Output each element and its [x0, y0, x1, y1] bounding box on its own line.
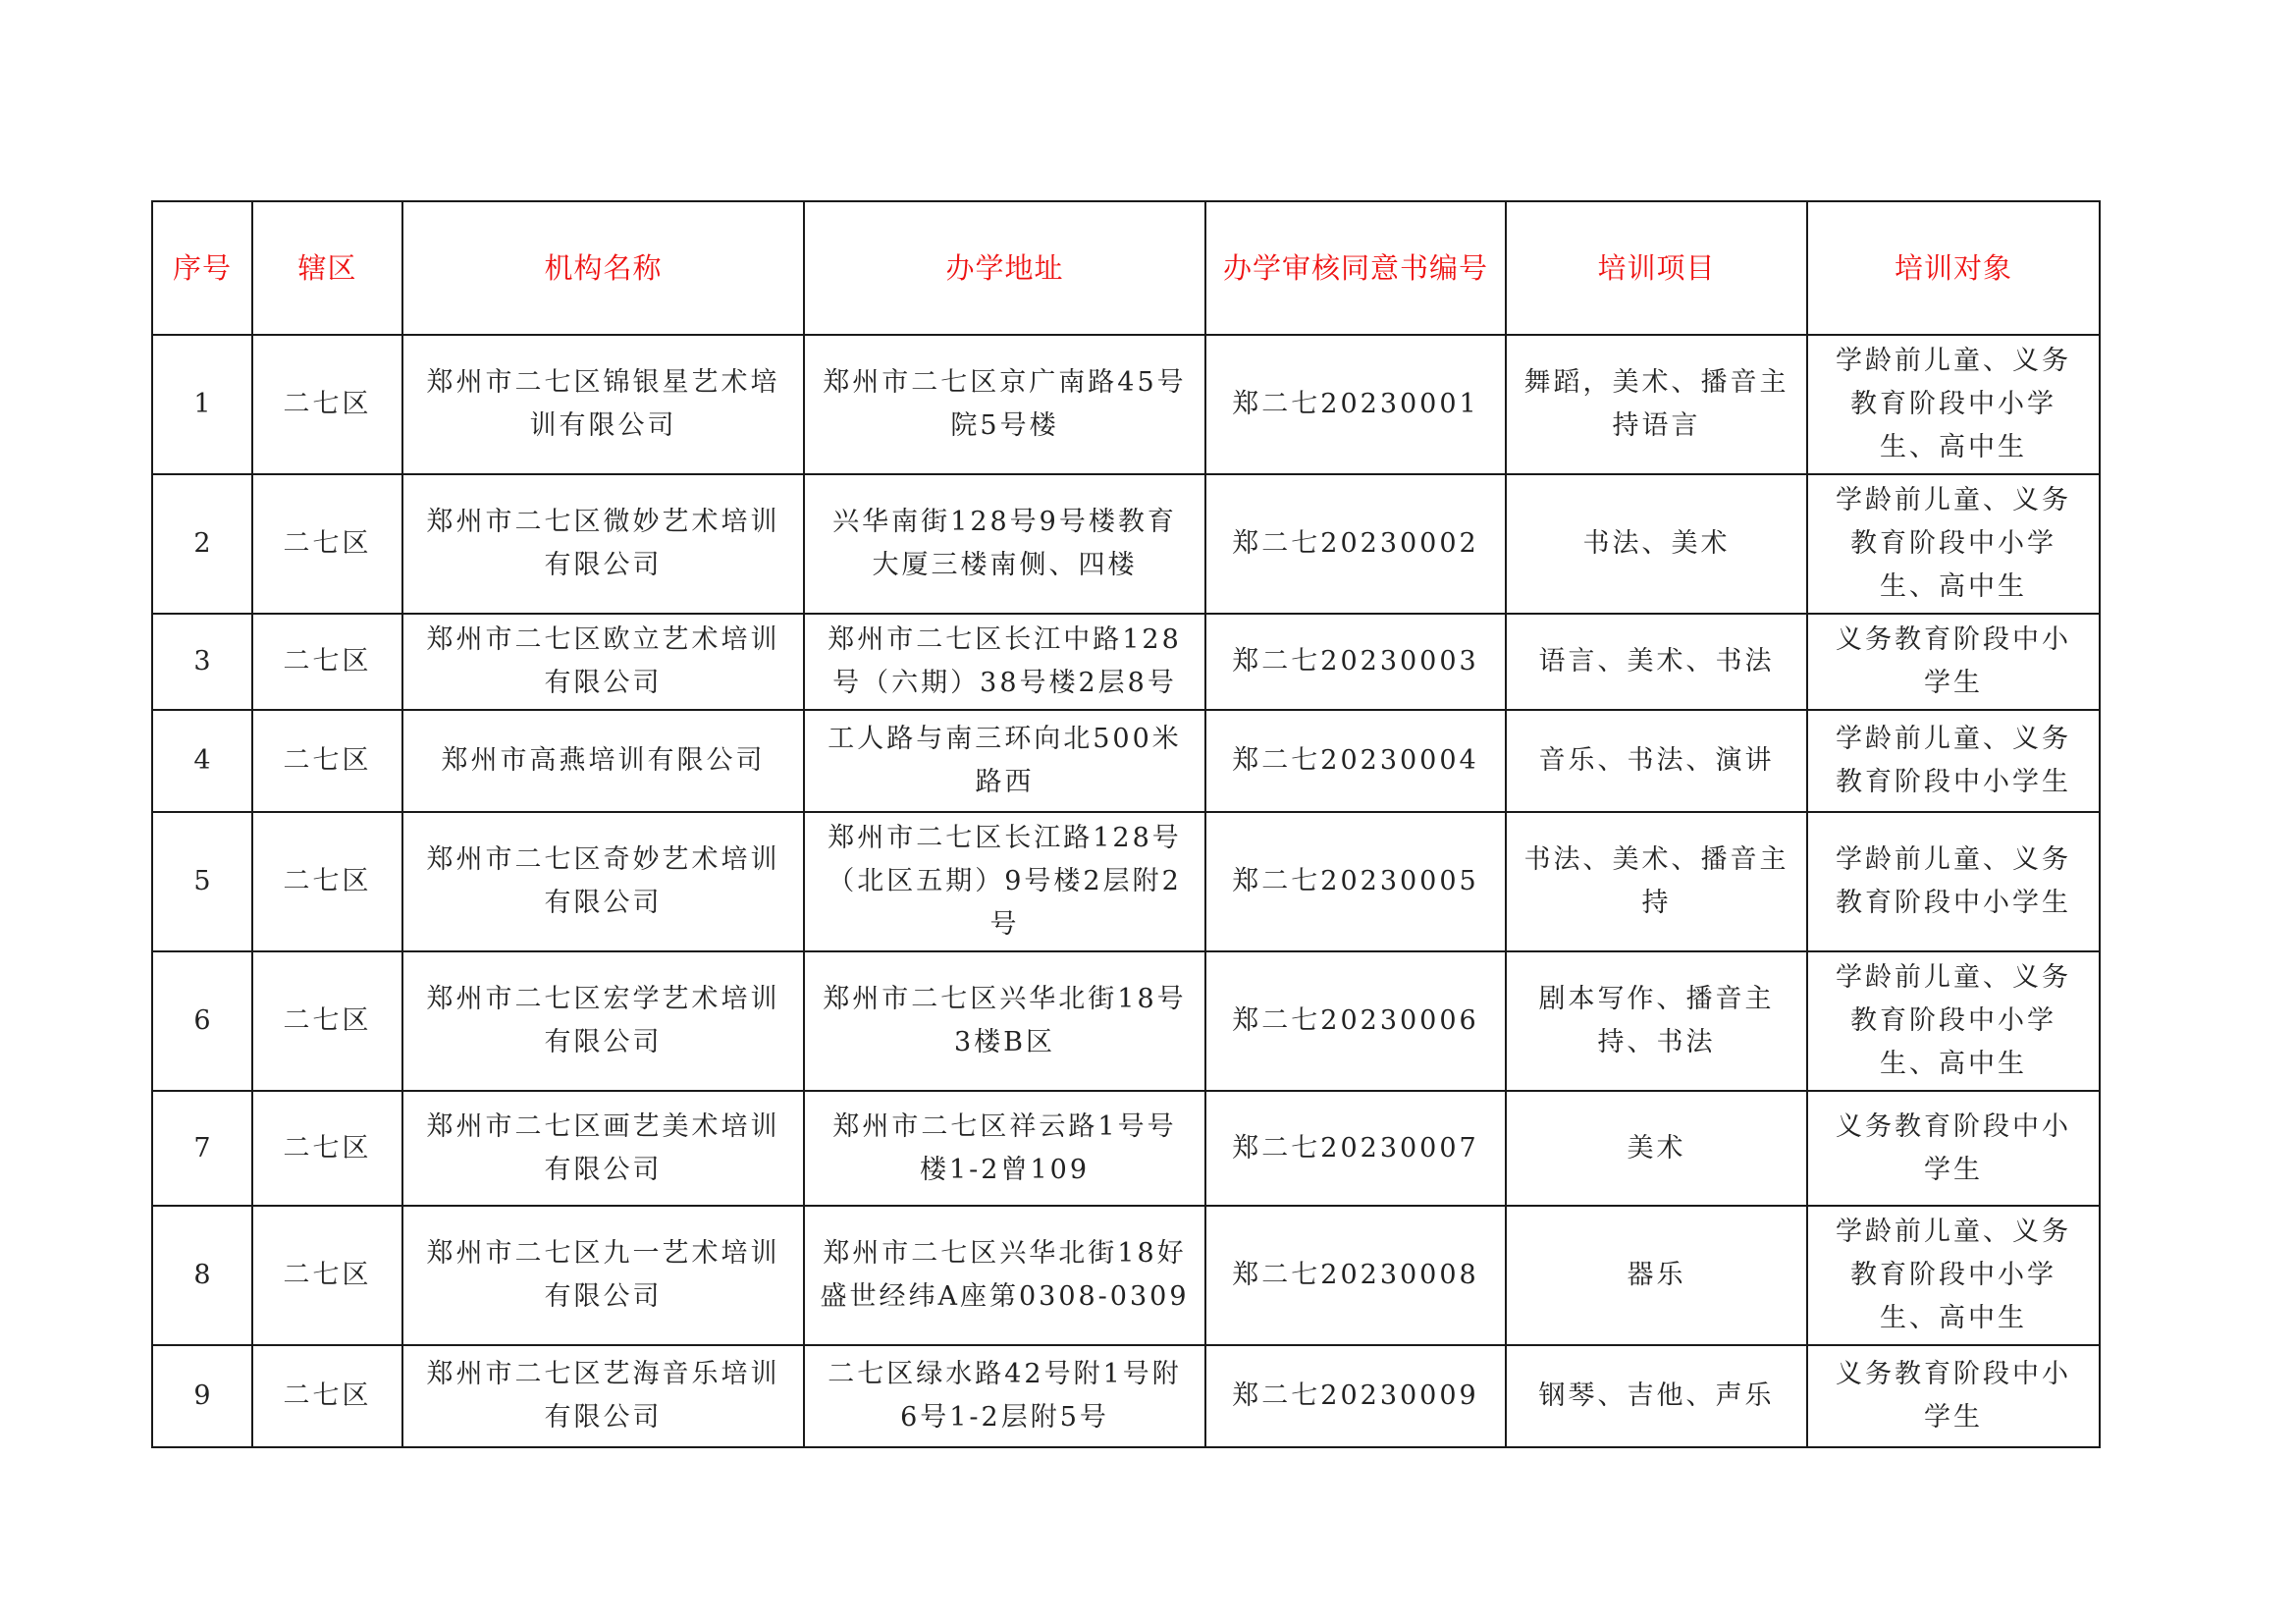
- cell-training-targets: 义务教育阶段中小学生: [1807, 614, 2100, 710]
- cell-index: 7: [152, 1091, 252, 1206]
- header-approval-number: 办学审核同意书编号: [1205, 201, 1506, 335]
- cell-district: 二七区: [252, 812, 402, 951]
- cell-district: 二七区: [252, 1345, 402, 1447]
- cell-training-items: 书法、美术、播音主持: [1506, 812, 1807, 951]
- cell-training-targets: 义务教育阶段中小学生: [1807, 1091, 2100, 1206]
- cell-institution-name: 郑州市二七区九一艺术培训有限公司: [402, 1206, 804, 1345]
- table-row: [152, 710, 2100, 812]
- header-address: 办学地址: [804, 201, 1205, 335]
- cell-training-targets: 义务教育阶段中小学生: [1807, 1345, 2100, 1447]
- cell-institution-name: 郑州市二七区欧立艺术培训有限公司: [402, 614, 804, 710]
- cell-approval-number: 郑二七20230004: [1205, 710, 1506, 812]
- cell-district: 二七区: [252, 1206, 402, 1345]
- cell-address: 郑州市二七区兴华北街18好盛世经纬A座第0308-0309: [804, 1206, 1205, 1345]
- training-institution-table: [151, 200, 2101, 1448]
- cell-institution-name: 郑州市二七区奇妙艺术培训有限公司: [402, 812, 804, 951]
- cell-training-targets: 学龄前儿童、义务教育阶段中小学生、高中生: [1807, 1206, 2100, 1345]
- cell-training-items: 美术: [1506, 1091, 1807, 1206]
- cell-approval-number: 郑二七20230007: [1205, 1091, 1506, 1206]
- cell-index: 1: [152, 335, 252, 474]
- cell-approval-number: 郑二七20230009: [1205, 1345, 1506, 1447]
- cell-institution-name: 郑州市二七区微妙艺术培训有限公司: [402, 474, 804, 614]
- cell-address: 郑州市二七区祥云路1号号楼1-2曾109: [804, 1091, 1205, 1206]
- cell-approval-number: 郑二七20230006: [1205, 951, 1506, 1091]
- cell-training-targets: 学龄前儿童、义务教育阶段中小学生、高中生: [1807, 474, 2100, 614]
- cell-institution-name: 郑州市二七区锦银星艺术培训有限公司: [402, 335, 804, 474]
- cell-training-items: 舞蹈，美术、播音主持语言: [1506, 335, 1807, 474]
- cell-index: 4: [152, 710, 252, 812]
- cell-training-targets: 学龄前儿童、义务教育阶段中小学生、高中生: [1807, 335, 2100, 474]
- table-row: [152, 474, 2100, 614]
- cell-institution-name: 郑州市高燕培训有限公司: [402, 710, 804, 812]
- cell-address: 郑州市二七区长江中路128号（六期）38号楼2层8号: [804, 614, 1205, 710]
- cell-address: 工人路与南三环向北500米路西: [804, 710, 1205, 812]
- header-district: 辖区: [252, 201, 402, 335]
- header-index: 序号: [152, 201, 252, 335]
- cell-approval-number: 郑二七20230008: [1205, 1206, 1506, 1345]
- table-body: [152, 335, 2100, 1447]
- table-row: [152, 951, 2100, 1091]
- cell-training-items: 音乐、书法、演讲: [1506, 710, 1807, 812]
- cell-training-items: 书法、美术: [1506, 474, 1807, 614]
- cell-district: 二七区: [252, 335, 402, 474]
- header-training-items: 培训项目: [1506, 201, 1807, 335]
- cell-training-items: 器乐: [1506, 1206, 1807, 1345]
- cell-index: 8: [152, 1206, 252, 1345]
- cell-training-items: 剧本写作、播音主持、书法: [1506, 951, 1807, 1091]
- cell-address: 二七区绿水路42号附1号附6号1-2层附5号: [804, 1345, 1205, 1447]
- cell-approval-number: 郑二七20230003: [1205, 614, 1506, 710]
- table-row: [152, 614, 2100, 710]
- cell-approval-number: 郑二七20230005: [1205, 812, 1506, 951]
- cell-training-items: 钢琴、吉他、声乐: [1506, 1345, 1807, 1447]
- cell-approval-number: 郑二七20230001: [1205, 335, 1506, 474]
- cell-address: 郑州市二七区京广南路45号院5号楼: [804, 335, 1205, 474]
- cell-district: 二七区: [252, 614, 402, 710]
- header-training-targets: 培训对象: [1807, 201, 2100, 335]
- cell-index: 2: [152, 474, 252, 614]
- cell-training-targets: 学龄前儿童、义务教育阶段中小学生、高中生: [1807, 951, 2100, 1091]
- cell-address: 兴华南街128号9号楼教育大厦三楼南侧、四楼: [804, 474, 1205, 614]
- table-row: [152, 335, 2100, 474]
- header-row: [152, 201, 2100, 335]
- cell-district: 二七区: [252, 474, 402, 614]
- cell-district: 二七区: [252, 710, 402, 812]
- cell-approval-number: 郑二七20230002: [1205, 474, 1506, 614]
- cell-training-items: 语言、美术、书法: [1506, 614, 1807, 710]
- cell-address: 郑州市二七区兴华北街18号3楼B区: [804, 951, 1205, 1091]
- cell-training-targets: 学龄前儿童、义务教育阶段中小学生: [1807, 710, 2100, 812]
- table-row: [152, 1091, 2100, 1206]
- cell-training-targets: 学龄前儿童、义务教育阶段中小学生: [1807, 812, 2100, 951]
- cell-institution-name: 郑州市二七区艺海音乐培训有限公司: [402, 1345, 804, 1447]
- table-row: [152, 812, 2100, 951]
- cell-institution-name: 郑州市二七区画艺美术培训有限公司: [402, 1091, 804, 1206]
- cell-index: 3: [152, 614, 252, 710]
- cell-district: 二七区: [252, 1091, 402, 1206]
- cell-index: 9: [152, 1345, 252, 1447]
- cell-institution-name: 郑州市二七区宏学艺术培训有限公司: [402, 951, 804, 1091]
- cell-address: 郑州市二七区长江路128号（北区五期）9号楼2层附2号: [804, 812, 1205, 951]
- table-row: [152, 1206, 2100, 1345]
- table-row: [152, 1345, 2100, 1447]
- header-institution-name: 机构名称: [402, 201, 804, 335]
- cell-index: 6: [152, 951, 252, 1091]
- cell-district: 二七区: [252, 951, 402, 1091]
- cell-index: 5: [152, 812, 252, 951]
